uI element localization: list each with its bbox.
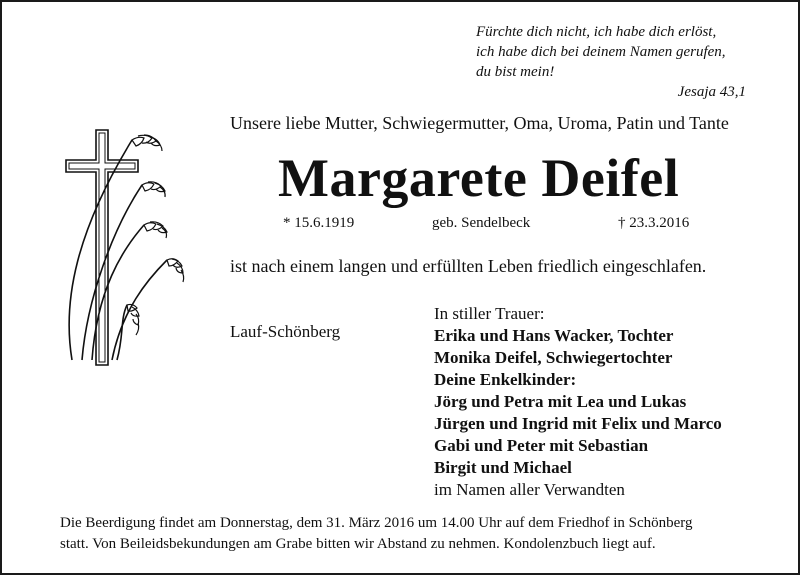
mourners-heading: In stiller Trauer: [434, 304, 545, 323]
quote-line: du bist mein! [476, 64, 555, 80]
birth-date: * 15.6.1919 [283, 215, 355, 231]
funeral-info-line: statt. Von Beileidsbekundungen am Grabe bitten wir Abstand zu nehmen. Kondolenzbuch liegt auf. [60, 536, 656, 552]
mourner-entry: Monika Deifel, Schwiegertochter [434, 348, 673, 367]
deceased-name: Margarete Deifel [278, 148, 680, 208]
maiden-name: geb. Sendelbeck [432, 215, 531, 231]
intro-text: Unsere liebe Mutter, Schwiegermutter, Oma, Uroma, Patin und Tante [230, 113, 729, 133]
place-name: Lauf-Schönberg [230, 322, 341, 341]
mourner-entry: Birgit und Michael [434, 458, 572, 477]
mourner-entry: Erika und Hans Wacker, Tochter [434, 326, 674, 345]
death-date: † 23.3.2016 [618, 215, 690, 231]
funeral-info [60, 513, 780, 555]
funeral-info-line: Die Beerdigung findet am Donnerstag, dem 31. März 2016 um 14.00 Uhr auf dem Friedhof in Schönberg [60, 515, 693, 531]
cross-with-wheat-icon [52, 120, 222, 370]
quote-line: ich habe dich bei deinem Namen gerufen, [476, 44, 726, 60]
quote-reference: Jesaja 43,1 [677, 84, 746, 100]
mourner-entry: Jörg und Petra mit Lea und Lukas [434, 392, 687, 411]
statement-text: ist nach einem langen und erfüllten Leben friedlich eingeschlafen. [230, 256, 707, 276]
mourner-entry: Gabi und Peter mit Sebastian [434, 436, 649, 455]
mourners-list [434, 303, 722, 501]
mourner-entry: Jürgen und Ingrid mit Felix und Marco [434, 414, 722, 433]
quote-line: Fürchte dich nicht, ich habe dich erlöst, [476, 24, 717, 40]
bible-quote [476, 22, 746, 102]
mourner-entry: Deine Enkelkinder: [434, 370, 577, 389]
mourners-closing: im Namen aller Verwandten [434, 480, 625, 499]
